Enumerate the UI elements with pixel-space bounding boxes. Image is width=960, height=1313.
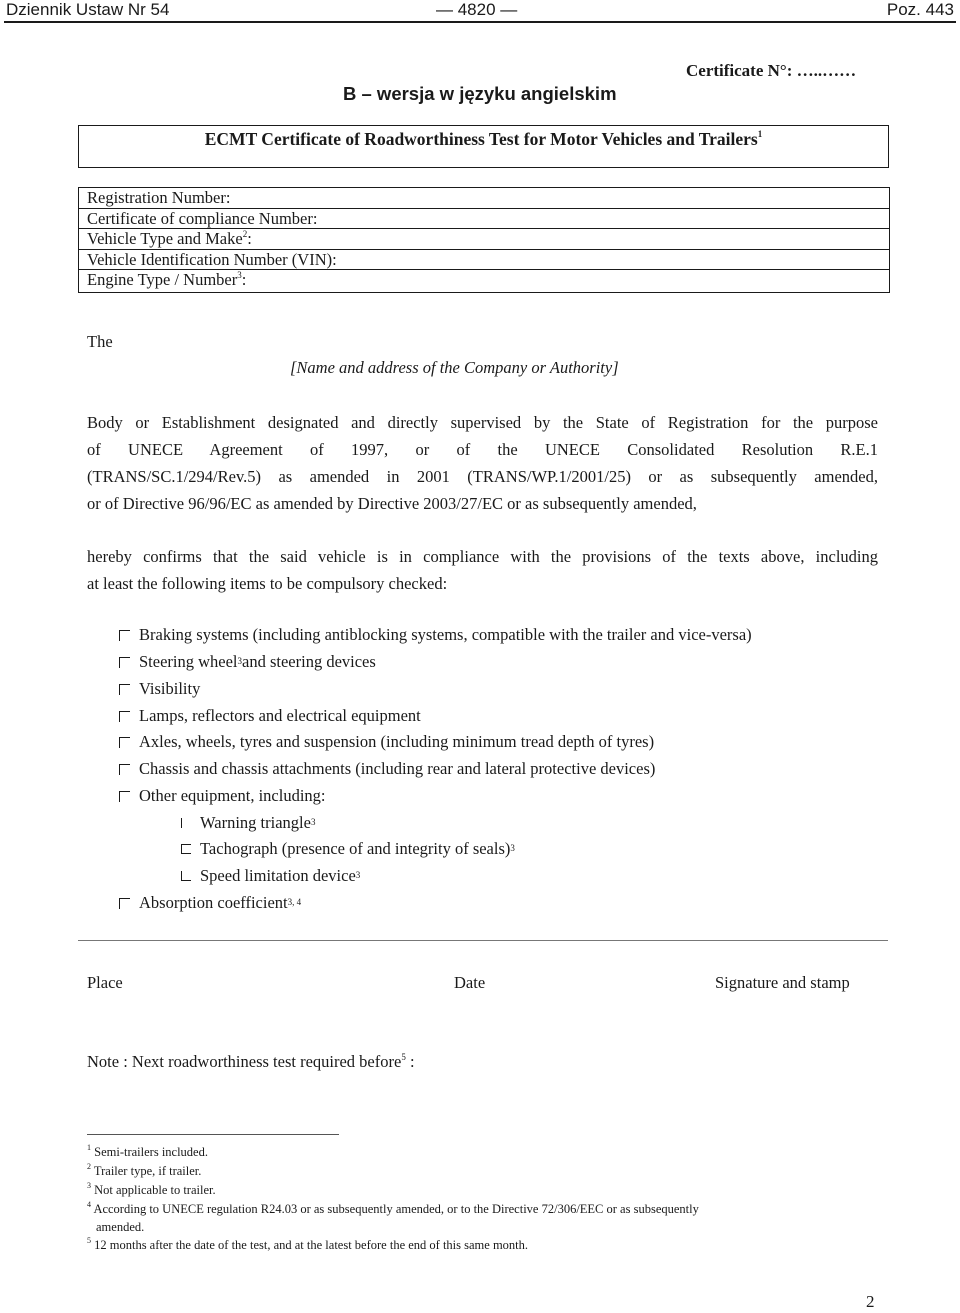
field-vehicle-type-make[interactable]: Vehicle Type and Make$^2$: (79, 229, 889, 250)
checkbox-icon[interactable] (119, 684, 130, 695)
check-braking-systems[interactable]: Braking systems (including antiblocking systems, compatible with the trailer and vice-versa) (119, 625, 752, 645)
footnote-4-continuation: amended. (96, 1220, 145, 1234)
paragraph1-line: of UNECE Agreement of 1997, or of the UNECE Consolidated Resolution R.E.1 (87, 440, 878, 459)
field-engine-type-number[interactable]: Engine Type / Number$^3$: (87, 269, 247, 289)
field-registration-number[interactable]: Registration Number: (79, 188, 889, 209)
section-title: B – wersja w języku angielskim (343, 83, 617, 104)
signature-stamp-label: Signature and stamp (715, 973, 850, 992)
check-speed-limitation[interactable]: Speed limitation device $^3$ (181, 866, 360, 886)
field-vin[interactable]: Vehicle Identification Number (VIN): (79, 250, 889, 271)
check-lamps[interactable]: Lamps, reflectors and electrical equipment (119, 706, 421, 726)
check-steering[interactable]: Steering wheel $^3$ and steering devices (119, 652, 376, 672)
journal-title: Dziennik Ustaw Nr 54 (6, 0, 170, 19)
field-certificate-compliance-number[interactable]: Certificate of compliance Number: (79, 209, 889, 230)
checkbox-icon[interactable] (181, 818, 191, 828)
paragraph2-line: hereby confirms that the said vehicle is in compliance with the provisions of the texts above, including (87, 547, 878, 566)
check-absorption-coefficient[interactable]: Absorption coefficient $^{3, 4}$ (119, 893, 301, 913)
check-chassis[interactable]: Chassis and chassis attachments (including rear and lateral protective devices) (119, 759, 655, 779)
header-rule (4, 21, 956, 23)
checkbox-icon[interactable] (119, 898, 130, 909)
check-axles[interactable]: Axles, wheels, tyres and suspension (including minimum tread depth of tyres) (119, 732, 654, 752)
vehicle-info-table (78, 187, 890, 293)
checkbox-icon[interactable] (119, 791, 130, 802)
the-label: The (87, 332, 113, 351)
checkbox-icon[interactable] (119, 764, 130, 775)
checkbox-icon[interactable] (119, 630, 130, 641)
confirmation-paragraph (87, 543, 878, 597)
checkbox-icon[interactable] (181, 871, 191, 881)
checkbox-icon[interactable] (119, 737, 130, 748)
paragraph1-line: or of Directive 96/96/EC as amended by Directive 2003/27/EC or as subsequently amended, (87, 494, 697, 513)
check-warning-triangle[interactable]: Warning triangle $^3$ (181, 813, 315, 833)
check-visibility[interactable]: Visibility (119, 679, 200, 699)
journal-position: Poz. 443 (886, 0, 954, 19)
paragraph1-line: Body or Establishment designated and directly supervised by the State of Registration for the purpose (87, 413, 878, 432)
checkbox-icon[interactable] (119, 711, 130, 722)
footnote-2: $^2$ Trailer type, if trailer. (87, 1161, 202, 1178)
checkbox-icon[interactable] (119, 657, 130, 668)
footer-page-number: 2 (866, 1292, 875, 1311)
journal-page-number: — 4820 — (436, 0, 518, 19)
date-label: Date (454, 973, 486, 992)
designation-paragraph (87, 409, 878, 517)
section-divider (78, 940, 888, 941)
footnote-5: $^5$ 12 months after the date of the test, and at the latest before the end of this same month. (87, 1235, 529, 1252)
paragraph2-line: at least the following items to be compulsory checked: (87, 574, 448, 593)
next-test-note: Note : Next roadworthiness test required before$^5$ : (87, 1051, 415, 1071)
certificate-number: Certificate N°: …..…… (686, 61, 857, 80)
form-title-box (78, 125, 889, 168)
check-other-equipment[interactable]: Other equipment, including: (119, 786, 326, 806)
place-label: Place (87, 973, 123, 992)
form-title: ECMT Certificate of Roadworthiness Test for Motor Vehicles and Trailers$^1$ (204, 129, 763, 149)
footnote-rule (87, 1134, 339, 1135)
footnote-4: $^4$ According to UNECE regulation R24.03 or as subsequently amended, or to the Directive 72/306/EEC or as subsequently (87, 1199, 699, 1216)
footnote-1: $^1$ Semi-trailers included. (87, 1142, 208, 1159)
check-tachograph[interactable]: Tachograph (presence of and integrity of seals) $^3$ (181, 839, 515, 859)
footnote-3: $^3$ Not applicable to trailer. (87, 1180, 216, 1197)
paragraph1-line: (TRANS/SC.1/294/Rev.5) as amended in 2001 (TRANS/WP.1/2001/25) or as subsequently amended, (87, 467, 878, 486)
company-placeholder: [Name and address of the Company or Authority] (290, 358, 619, 377)
checkbox-icon[interactable] (181, 844, 191, 854)
